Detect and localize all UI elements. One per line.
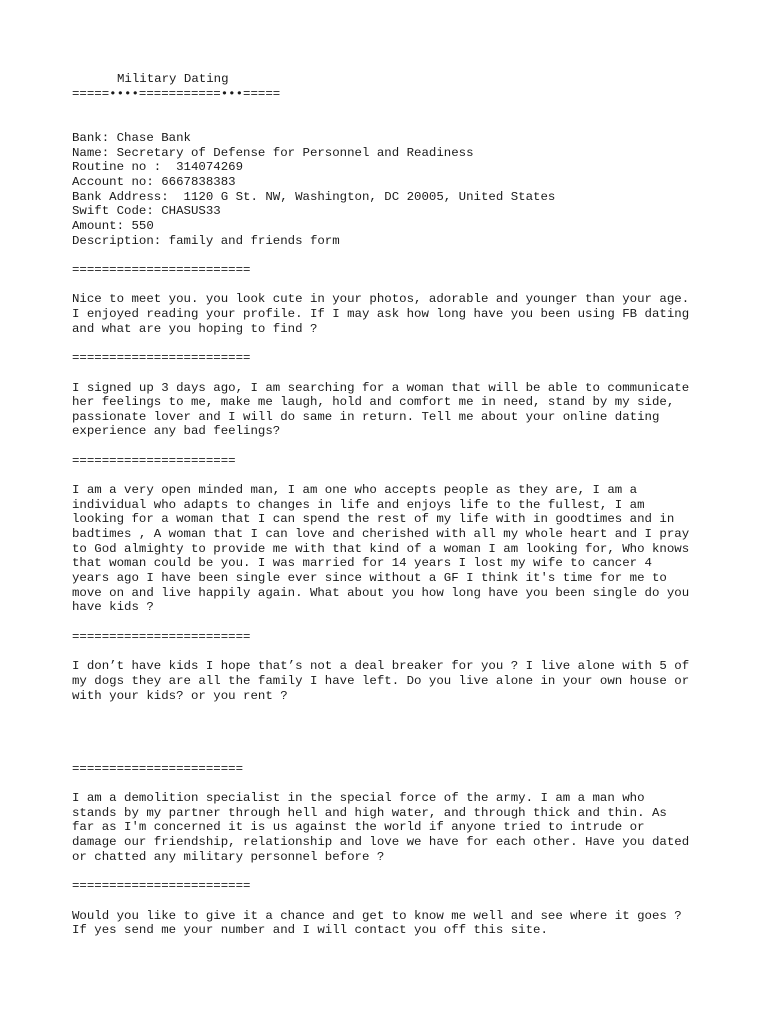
- message-line: move on and live happily again. What about you how long have you been single do you: [72, 586, 690, 600]
- message-line: years ago I have been single ever since without a GF I think it's time for me to: [72, 571, 667, 585]
- divider: ========================: [72, 879, 251, 893]
- message-line: experience any bad feelings?: [72, 424, 281, 438]
- title-rule: =====••••===========•••=====: [72, 87, 281, 101]
- divider: ======================: [72, 454, 236, 468]
- bank-name-line: Bank: Chase Bank: [72, 131, 191, 145]
- message-line: have kids ?: [72, 600, 154, 614]
- message-line: I signed up 3 days ago, I am searching for a woman that will be able to communicate: [72, 381, 690, 395]
- message-line: I am a very open minded man, I am one who accepts people as they are, I am a: [72, 483, 638, 497]
- account-number-line: Account no: 6667838383: [72, 175, 236, 189]
- message-line: I am a demolition specialist in the special force of the army. I am a man who: [72, 791, 645, 805]
- message-line: my dogs they are all the family I have left. Do you live alone in your own house or: [72, 674, 690, 688]
- swift-code-line: Swift Code: CHASUS33: [72, 204, 221, 218]
- divider: =======================: [72, 762, 244, 776]
- divider: ========================: [72, 351, 251, 365]
- message-line: her feelings to me, make me laugh, hold and comfort me in need, stand by my side,: [72, 395, 675, 409]
- routine-number-line: Routine no : 314074269: [72, 160, 244, 174]
- message-line: to God almighty to provide me with that kind of a woman I am looking for, Who knows: [72, 542, 690, 556]
- message-line: stands by my partner through hell and high water, and through thick and thin. As: [72, 806, 667, 820]
- account-holder-line: Name: Secretary of Defense for Personnel and Readiness: [72, 146, 474, 160]
- message-line: badtimes , A woman that I can love and cherished with all my whole heart and I pray: [72, 527, 690, 541]
- description-line: Description: family and friends form: [72, 234, 340, 248]
- amount-line: Amount: 550: [72, 219, 154, 233]
- message-line: individual who adapts to changes in life and enjoys life to the fullest, I am: [72, 498, 645, 512]
- message-line: that woman could be you. I was married for 14 years I lost my wife to cancer 4: [72, 556, 652, 570]
- message-line: Nice to meet you. you look cute in your photos, adorable and younger than your age.: [72, 292, 690, 306]
- message-line: damage our friendship, relationship and love we have for each other. Have you dated: [72, 835, 690, 849]
- document-title: Military Dating: [117, 72, 229, 86]
- message-line: far as I'm concerned it is us against the world if anyone tried to intrude or: [72, 820, 645, 834]
- bank-address-line: Bank Address: 1120 G St. NW, Washington, DC 20005, United States: [72, 190, 556, 204]
- message-line: and what are you hoping to find ?: [72, 322, 318, 336]
- message-line: If yes send me your number and I will contact you off this site.: [72, 923, 548, 937]
- message-line: I enjoyed reading your profile. If I may ask how long have you been using FB dating: [72, 307, 690, 321]
- message-line: looking for a woman that I can spend the rest of my life with in goodtimes and in: [72, 512, 675, 526]
- message-line: or chatted any military personnel before ?: [72, 850, 385, 864]
- divider: ========================: [72, 630, 251, 644]
- message-line: with your kids? or you rent ?: [72, 689, 288, 703]
- message-line: passionate lover and I will do same in return. Tell me about your online dating: [72, 410, 660, 424]
- divider: ========================: [72, 263, 251, 277]
- message-line: I don’t have kids I hope that’s not a deal breaker for you ? I live alone with 5 of: [72, 659, 690, 673]
- message-line: Would you like to give it a chance and get to know me well and see where it goes ?: [72, 909, 682, 923]
